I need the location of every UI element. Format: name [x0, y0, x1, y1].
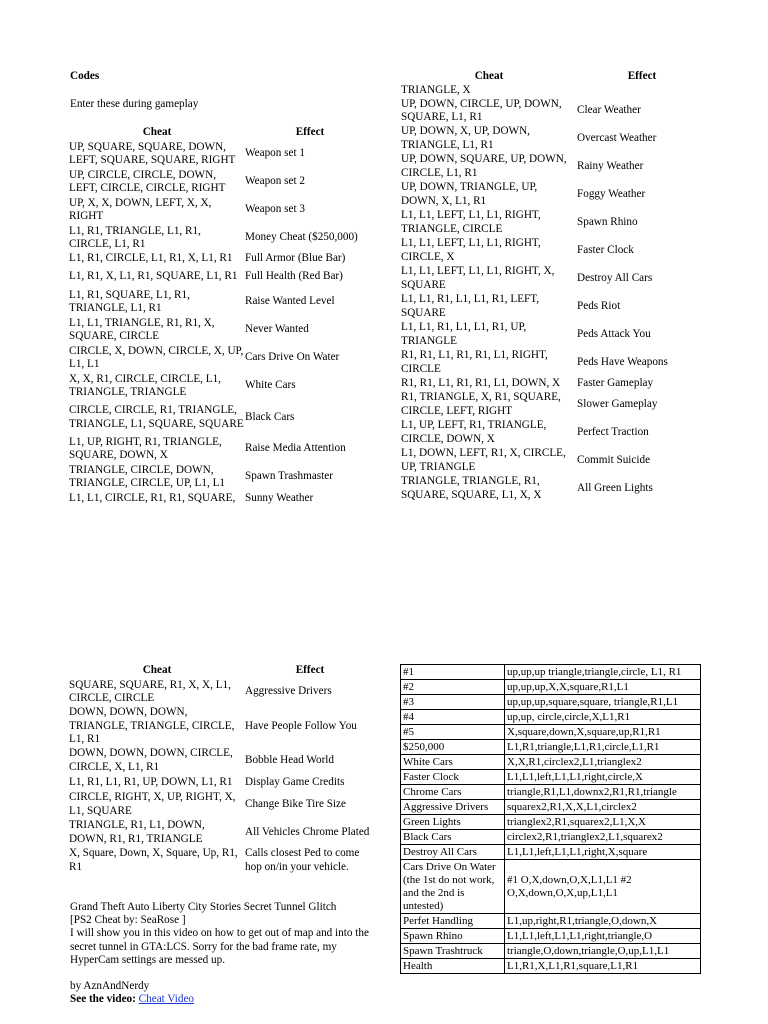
cheat-cell: L1, L1, R1, L1, L1, R1, UP, TRIANGLE	[401, 321, 527, 347]
cheat-cell: UP, X, X, DOWN, LEFT, X, X, RIGHT	[69, 196, 212, 222]
grid-code-cell: up,up,up,square,square, triangle,R1,L1	[505, 695, 701, 710]
grid-row	[401, 665, 701, 680]
cheat-cell: TRIANGLE, CIRCLE, DOWN, TRIANGLE, CIRCLE, UP, L1, L1	[69, 463, 225, 489]
grid-label-cell: #5	[401, 725, 505, 740]
cheat-cell: SQUARE, SQUARE, R1, X, X, L1, CIRCLE, CIRCLE	[69, 678, 231, 704]
cheat-cell: UP, DOWN, TRIANGLE, UP, DOWN, X, L1, R1	[401, 181, 538, 207]
grid-row	[401, 725, 701, 740]
cheat-cell: L1, R1, CIRCLE, L1, R1, X, L1, R1	[69, 252, 233, 265]
grid-label-cell: Faster Clock	[401, 770, 505, 785]
cheat-row	[401, 98, 707, 125]
cheat-header: Cheat	[142, 126, 172, 138]
cheat-row	[401, 377, 707, 391]
grid-code-cell: L1,L1,left,L1,L1,right,triangle,O	[505, 929, 701, 944]
effect-cell: Black Cars	[245, 410, 295, 423]
cheat-table-1	[69, 124, 375, 507]
grid-code-cell: up,up,up,X,X,square,R1,L1	[505, 680, 701, 695]
grid-row	[401, 695, 701, 710]
effect-cell: Foggy Weather	[577, 187, 646, 200]
cheat-cell: L1, L1, R1, L1, L1, R1, LEFT, SQUARE	[401, 293, 540, 319]
grid-label-cell: #2	[401, 680, 505, 695]
cheat-cell: R1, TRIANGLE, X, R1, SQUARE, CIRCLE, LEFT, RIGHT	[401, 391, 561, 417]
cheat-cell: CIRCLE, CIRCLE, R1, TRIANGLE, TRIANGLE, L1, SQUARE, SQUARE	[69, 404, 244, 430]
grid-row	[401, 710, 701, 725]
cheat-cell: CIRCLE, RIGHT, X, UP, RIGHT, X, L1, SQUARE	[69, 791, 236, 817]
grid-label-cell: Spawn Rhino	[401, 929, 505, 944]
effect-cell: All Green Lights	[577, 481, 653, 494]
grid-row	[401, 785, 701, 800]
cheat-row	[69, 819, 375, 847]
codes-grid	[400, 664, 701, 974]
grid-label-cell: Cars Drive On Water (the 1st do not work, and the 2nd is untested)	[401, 860, 505, 914]
intro-text: Enter these during gameplay	[70, 98, 199, 110]
cheat-cell: L1, R1, SQUARE, L1, R1, TRIANGLE, L1, R1	[69, 288, 190, 314]
cheat-cell: L1, L1, LEFT, L1, L1, RIGHT, X, SQUARE	[401, 265, 555, 291]
glitch-title: Grand Theft Auto Liberty City Stories Secret Tunnel Glitch	[70, 901, 337, 913]
grid-row	[401, 770, 701, 785]
grid-code-cell: L1,R1,triangle,L1,R1,circle,L1,R1	[505, 740, 701, 755]
cheat-cell: L1, L1, TRIANGLE, R1, R1, X, SQUARE, CIRCLE	[69, 316, 215, 342]
effect-cell: Weapon set 2	[245, 175, 305, 188]
effect-cell: Raise Media Attention	[245, 442, 346, 455]
cheat-row	[69, 196, 375, 224]
effect-cell: Bobble Head World	[245, 753, 334, 766]
cheat-row	[401, 153, 707, 181]
effect-cell: White Cars	[245, 379, 296, 392]
grid-label-cell: Green Lights	[401, 815, 505, 830]
grid-row	[401, 959, 701, 974]
cheat-row	[69, 140, 375, 168]
grid-label-cell: Health	[401, 959, 505, 974]
codes-title: Codes	[70, 70, 100, 82]
grid-row	[401, 830, 701, 845]
grid-code-cell: circlex2,R1,trianglex2,L1,squarex2	[505, 830, 701, 845]
cheat-row	[69, 224, 375, 252]
cheat-cell: L1, R1, TRIANGLE, L1, R1, CIRCLE, L1, R1	[69, 224, 201, 250]
cheat-cell: R1, R1, L1, R1, R1, L1, RIGHT, CIRCLE	[401, 349, 548, 375]
cheat-row	[69, 791, 375, 819]
effect-cell: Spawn Trashmaster	[245, 470, 333, 483]
grid-row	[401, 914, 701, 929]
see-video-line	[70, 993, 370, 1007]
effect-cell: All Vehicles Chrome Plated	[245, 825, 370, 838]
grid-code-cell: L1,up,right,R1,triangle,O,down,X	[505, 914, 701, 929]
cheat-row	[69, 316, 375, 344]
author-line: by AznAndNerdy	[70, 980, 150, 992]
grid-label-cell: #3	[401, 695, 505, 710]
grid-label-cell: Spawn Trashtruck	[401, 944, 505, 959]
cheat-row	[69, 168, 375, 196]
effect-cell: Sunny Weather	[245, 492, 314, 505]
effect-cell: Peds Attack You	[577, 327, 651, 340]
grid-row	[401, 929, 701, 944]
effect-cell: Change Bike Tire Size	[245, 797, 346, 810]
grid-code-cell: L1,L1,left,L1,L1,right,circle,X	[505, 770, 701, 785]
cheat-cell: L1, R1, X, L1, R1, SQUARE, L1, R1	[69, 270, 238, 283]
grid-row	[401, 845, 701, 860]
grid-code-cell: triangle,O,down,triangle,O,up,L1,L1	[505, 944, 701, 959]
cheat-cell: UP, DOWN, CIRCLE, UP, DOWN, SQUARE, L1, R1	[401, 97, 562, 123]
cheat-cell: L1, UP, LEFT, R1, TRIANGLE, CIRCLE, DOWN, X	[401, 419, 547, 445]
cheat-row	[69, 344, 375, 372]
cheat-cell: L1, L1, LEFT, L1, L1, RIGHT, TRIANGLE, CIRCLE	[401, 209, 541, 235]
effect-cell: Perfect Traction	[577, 425, 649, 438]
effect-cell: Have People Follow You	[245, 719, 357, 732]
effect-cell: Destroy All Cars	[577, 271, 653, 284]
cheat-cell: TRIANGLE, X	[401, 84, 471, 96]
effect-header: Effect	[295, 126, 325, 138]
cheat-row	[401, 181, 707, 209]
grid-code-cell: up,up,up triangle,triangle,circle, L1, R1	[505, 665, 701, 680]
grid-row	[401, 860, 701, 914]
effect-cell: Weapon set 3	[245, 203, 305, 216]
cheat-cell: UP, CIRCLE, CIRCLE, DOWN, LEFT, CIRCLE, CIRCLE, RIGHT	[69, 168, 226, 194]
effect-cell: Never Wanted	[245, 323, 309, 336]
effect-cell	[577, 84, 707, 98]
cheat-cell: UP, SQUARE, SQUARE, DOWN, LEFT, SQUARE, SQUARE, RIGHT	[69, 140, 236, 166]
grid-code-cell: X,X,R1,circlex2,L1,trianglex2	[505, 755, 701, 770]
cheat-row	[69, 678, 375, 706]
cheat-row	[401, 265, 707, 293]
grid-label-cell: #4	[401, 710, 505, 725]
grid-row	[401, 755, 701, 770]
cheat-row	[401, 209, 707, 237]
cheat-row	[69, 372, 375, 400]
grid-label-cell: #1	[401, 665, 505, 680]
glitch-credit: [PS2 Cheat by: SeaRose ]	[70, 914, 186, 926]
grid-label-cell: Aggressive Drivers	[401, 800, 505, 815]
effect-cell: Aggressive Drivers	[245, 685, 332, 698]
cheat-cell: L1, L1, CIRCLE, R1, R1, SQUARE,	[69, 492, 236, 505]
effect-cell: Full Armor (Blue Bar)	[245, 252, 346, 265]
effect-cell: Raise Wanted Level	[245, 295, 335, 308]
cheat-header: Cheat	[142, 664, 172, 676]
cheat-cell: L1, UP, RIGHT, R1, TRIANGLE, SQUARE, DOWN, X	[69, 435, 222, 461]
cheat-cell: L1, R1, L1, R1, UP, DOWN, L1, R1	[69, 775, 233, 788]
cheat-row	[401, 391, 707, 419]
cheat-row	[401, 237, 707, 265]
grid-row	[401, 680, 701, 695]
grid-code-cell: trianglex2,R1,squarex2,L1,X,X	[505, 815, 701, 830]
cheat-row	[401, 321, 707, 349]
grid-label-cell: Perfet Handling	[401, 914, 505, 929]
cheat-table-2	[401, 68, 707, 503]
cheat-cell: X, Square, Down, X, Square, Up, R1, R1	[69, 847, 238, 873]
effect-cell: Faster Gameplay	[577, 376, 654, 389]
effect-cell: Overcast Weather	[577, 131, 657, 144]
cheat-row	[69, 400, 375, 435]
cheat-row	[401, 447, 707, 475]
cheat-cell: DOWN, DOWN, DOWN, CIRCLE, CIRCLE, X, L1, R1	[69, 747, 233, 773]
cheat-row	[69, 266, 375, 288]
grid-row	[401, 800, 701, 815]
cheat-row	[69, 252, 375, 266]
grid-code-cell: #1 O,X,down,O,X,L1,L1 #2 O,X,down,O,X,up,L1,L1	[505, 860, 701, 914]
effect-cell: Clear Weather	[577, 104, 641, 117]
cheat-cell: UP, DOWN, X, UP, DOWN, TRIANGLE, L1, R1	[401, 125, 530, 151]
effect-cell: Slower Gameplay	[577, 397, 658, 410]
effect-cell: Faster Clock	[577, 243, 634, 256]
effect-header: Effect	[295, 664, 325, 676]
grid-code-cell: L1,L1,left,L1,L1,right,X,square	[505, 845, 701, 860]
grid-label-cell: White Cars	[401, 755, 505, 770]
effect-cell: Peds Have Weapons	[577, 355, 668, 368]
see-video-label: See the video:	[70, 993, 136, 1005]
cheat-cell: UP, DOWN, SQUARE, UP, DOWN, CIRCLE, L1, R1	[401, 153, 567, 179]
effect-cell: Money Cheat ($250,000)	[245, 231, 358, 244]
effect-cell: Rainy Weather	[577, 159, 644, 172]
grid-code-cell: L1,R1,X,L1,R1,square,L1,R1	[505, 959, 701, 974]
grid-code-cell: X,square,down,X,square,up,R1,R1	[505, 725, 701, 740]
cheat-table-3	[69, 662, 375, 875]
effect-cell: Cars Drive On Water	[245, 351, 340, 364]
cheat-row	[401, 84, 707, 98]
cheat-cell: TRIANGLE, TRIANGLE, R1, SQUARE, SQUARE, L1, X, X	[401, 475, 542, 501]
effect-header: Effect	[627, 70, 657, 82]
cheat-row	[69, 847, 375, 875]
grid-code-cell: squarex2,R1,X,X,L1,circlex2	[505, 800, 701, 815]
effect-cell: Spawn Rhino	[577, 215, 638, 228]
effect-cell: Commit Suicide	[577, 453, 651, 466]
cheat-row	[401, 349, 707, 377]
effect-cell: Weapon set 1	[245, 147, 305, 160]
grid-label-cell: $250,000	[401, 740, 505, 755]
cheat-row	[69, 435, 375, 463]
cheat-cell: L1, L1, LEFT, L1, L1, RIGHT, CIRCLE, X	[401, 237, 541, 263]
effect-cell: Peds Riot	[577, 299, 621, 312]
grid-code-cell: up,up, circle,circle,X,L1,R1	[505, 710, 701, 725]
cheat-cell: L1, DOWN, LEFT, R1, X, CIRCLE, UP, TRIANGLE	[401, 447, 566, 473]
glitch-description: I will show you in this video on how to get out of map and into the secret tunnel in GTA:LCS. Sorry for the bad frame rate, my HyperCam settings are messed up.	[70, 927, 369, 966]
cheat-cell: TRIANGLE, R1, L1, DOWN, DOWN, R1, R1, TRIANGLE	[69, 819, 205, 845]
cheat-row	[69, 491, 375, 507]
cheat-row	[401, 475, 707, 503]
cheat-row	[401, 419, 707, 447]
effect-cell: Display Game Credits	[245, 775, 345, 788]
cheat-cell: CIRCLE, X, DOWN, CIRCLE, X, UP, L1, L1	[69, 344, 244, 370]
grid-code-cell: triangle,R1,L1,downx2,R1,R1,triangle	[505, 785, 701, 800]
cheat-cell: R1, R1, L1, R1, R1, L1, DOWN, X	[401, 376, 561, 389]
effect-cell: Calls closest Ped to come hop on/in your vehicle.	[245, 847, 360, 873]
cheat-row	[401, 293, 707, 321]
cheat-row	[69, 706, 375, 747]
cheat-row	[69, 463, 375, 491]
cheat-row	[69, 775, 375, 791]
cheat-header: Cheat	[474, 70, 504, 82]
grid-row	[401, 944, 701, 959]
cheat-row	[69, 747, 375, 775]
grid-label-cell: Destroy All Cars	[401, 845, 505, 860]
grid-label-cell: Chrome Cars	[401, 785, 505, 800]
effect-cell: Full Health (Red Bar)	[245, 270, 343, 283]
cheat-cell: DOWN, DOWN, DOWN, TRIANGLE, TRIANGLE, CIRCLE, L1, R1	[69, 706, 235, 745]
grid-row	[401, 815, 701, 830]
cheat-video-link[interactable]: Cheat Video	[138, 993, 195, 1005]
grid-label-cell: Black Cars	[401, 830, 505, 845]
cheat-row	[401, 125, 707, 153]
cheat-row	[69, 288, 375, 316]
grid-row	[401, 740, 701, 755]
cheat-cell: X, X, R1, CIRCLE, CIRCLE, L1, TRIANGLE, TRIANGLE	[69, 372, 221, 398]
